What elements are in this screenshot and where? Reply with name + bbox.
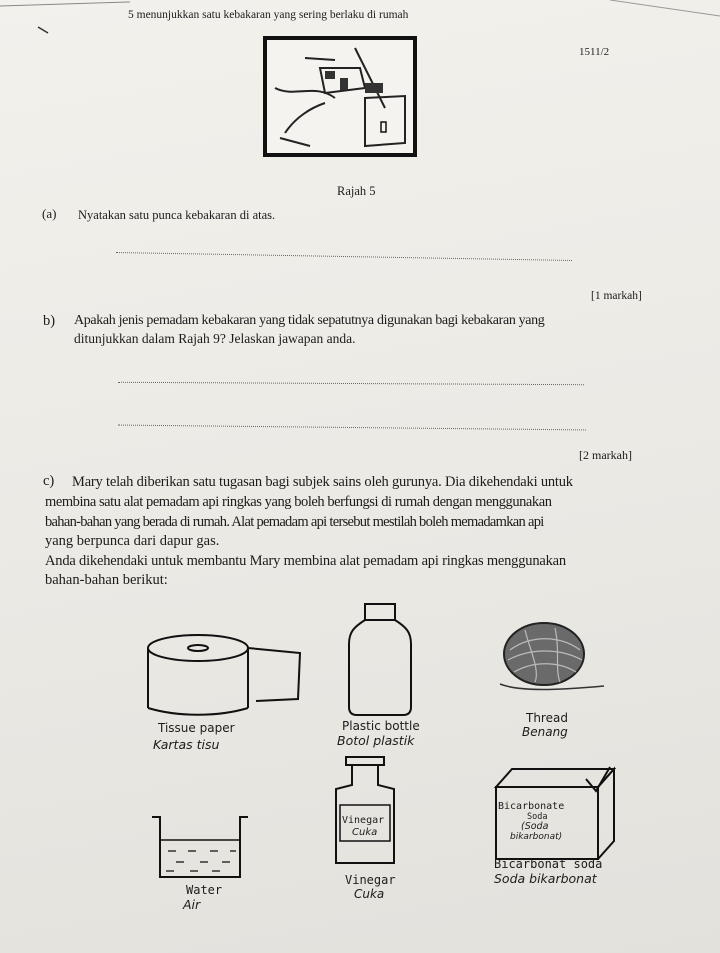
tissue-label-ms: Kartas tisu (153, 737, 220, 752)
part-b-line1: Apakah jenis pemadam kebakaran yang tidak sepatutnya digunakan bagi kebakaran yang (74, 313, 545, 328)
question-intro: 5 menunjukkan satu kebakaran yang sering berlaku di rumah (128, 9, 409, 21)
plastic-bottle-drawing (344, 602, 424, 722)
part-b-line2: ditunjukkan dalam Rajah 9? Jelaskan jawapan anda. (74, 331, 356, 346)
answer-line-b1[interactable] (118, 382, 584, 385)
bicarb-box-line4: bikarbonat) (510, 832, 563, 842)
part-c-line-3: bahan-bahan yang berada di rumah. Alat pemadam api tersebut mestilah boleh memadamkan api (45, 513, 544, 530)
bicarb-box-line3: (Soda (521, 821, 549, 832)
thread-label-en: Thread (526, 711, 568, 725)
part-c-paragraph-rest (45, 493, 670, 591)
vinegar-label-en: Vinegar (345, 873, 396, 887)
bicarb-box-line2: Soda (527, 812, 548, 822)
vinegar-label-ms: Cuka (354, 887, 385, 901)
thread-label-ms: Benang (522, 725, 568, 739)
tissue-label-en: Tissue paper (158, 721, 235, 735)
fire-photo-figure (265, 38, 425, 158)
water-label-ms: Air (183, 897, 201, 912)
part-c-line-1: Mary telah diberikan satu tugasan bagi subjek sains oleh gurunya. Dia dikehendaki untuk (72, 474, 573, 490)
water-beaker-drawing (150, 815, 260, 885)
part-c-label: c) (43, 473, 55, 489)
figure-caption: Rajah 5 (337, 184, 376, 198)
part-c-line-2: membina satu alat pemadam api ringkas yang boleh berfungsi di rumah dengan menggunakan (45, 494, 552, 510)
vinegar-bottle-label-ms: Cuka (352, 827, 378, 838)
bicarbonate-box-drawing (492, 765, 622, 865)
part-a-marks: [1 markah] (591, 290, 642, 302)
bottle-label-en: Plastic bottle (342, 719, 420, 733)
part-a-question: Nyatakan satu punca kebakaran di atas. (78, 208, 276, 222)
water-label-en: Water (186, 883, 223, 897)
bottle-label-ms: Botol plastik (337, 733, 415, 748)
bicarb-label-ms: Soda bikarbonat (494, 871, 597, 886)
answer-line-a[interactable] (116, 252, 572, 261)
part-b-marks: [2 markah] (579, 448, 632, 462)
part-a-label: (a) (42, 206, 57, 221)
tissue-roll-drawing (148, 635, 308, 715)
part-c-line-4: yang berpunca dari dapur gas. (45, 533, 220, 549)
answer-line-b2[interactable] (118, 425, 586, 431)
part-c-line-6: bahan-bahan berikut: (45, 572, 168, 588)
part-c-line-5: Anda dikehendaki untuk membantu Mary membina alat pemadam api ringkas menggunakan (45, 552, 566, 569)
bicarb-label-en: Bicarbonat soda (494, 857, 603, 871)
part-c-paragraph (72, 473, 697, 493)
thread-ball-drawing (500, 620, 610, 700)
part-b-label: b) (43, 313, 56, 329)
bicarb-box-line1: Bicarbonate (498, 801, 565, 812)
paper-code: 1511/2 (579, 46, 610, 58)
vinegar-bottle-label-en: Vinegar (342, 815, 385, 826)
